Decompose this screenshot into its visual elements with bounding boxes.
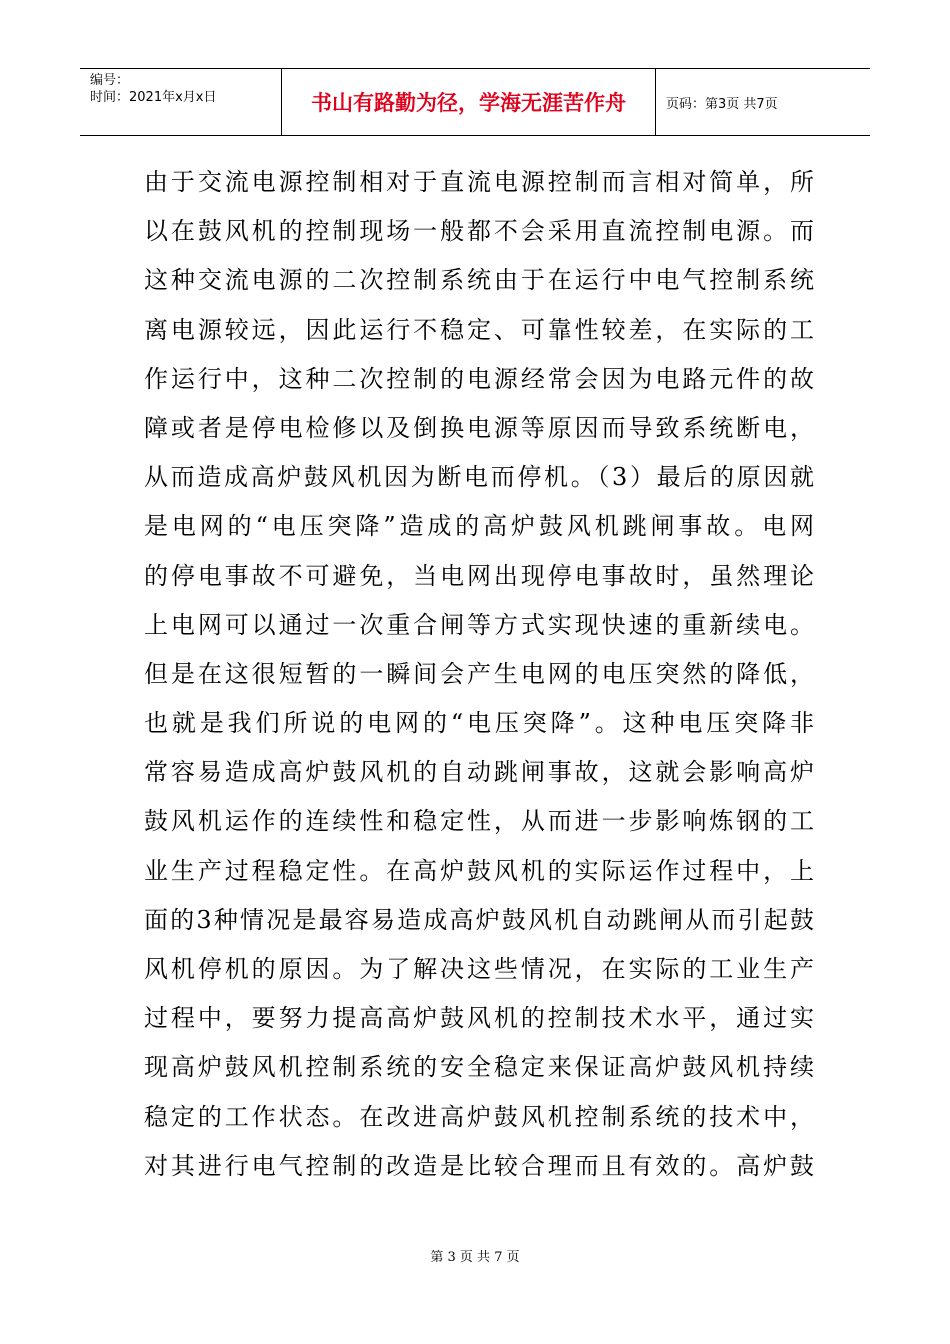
body-line: 从而造成高炉鼓风机因为断电而停机。（3）最后的原因就 bbox=[144, 463, 814, 492]
body-line: 风机停机的原因。为了解决这些情况，在实际的工业生产 bbox=[144, 955, 814, 983]
header-motto: 书山有路勤为径，学海无涯苦作舟 bbox=[282, 69, 656, 135]
body-line: 障或者是停电检修以及倒换电源等原因而导致系统断电， bbox=[144, 413, 814, 442]
body-line: 面的3种情况是最容易造成高炉鼓风机自动跳闸从而引起鼓 bbox=[144, 905, 814, 934]
header-page-number: 页码：第3页 共7页 bbox=[666, 96, 778, 112]
body-line: 由于交流电源控制相对于直流电源控制而言相对简单，所 bbox=[144, 168, 814, 196]
body-line: 现高炉鼓风机控制系统的安全稳定来保证高炉鼓风机持续 bbox=[144, 1053, 814, 1082]
body-line: 但是在这很短暂的一瞬间会产生电网的电压突然的降低， bbox=[144, 659, 814, 688]
body-line: 作运行中，这种二次控制的电源经常会因为电路元件的故 bbox=[144, 364, 814, 393]
body-line: 业生产过程稳定性。在高炉鼓风机的实际运作过程中，上 bbox=[144, 856, 814, 885]
body-line: 离电源较远，因此运行不稳定、可靠性较差，在实际的工 bbox=[144, 315, 814, 344]
body-line: 鼓风机运作的连续性和稳定性，从而进一步影响炼钢的工 bbox=[144, 807, 814, 836]
body-line: 对其进行电气控制的改造是比较合理而且有效的。高炉鼓 bbox=[144, 1151, 814, 1180]
body-line: 这种交流电源的二次控制系统由于在运行中电气控制系统 bbox=[144, 266, 814, 295]
body-line: 上电网可以通过一次重合闸等方式实现快速的重新续电。 bbox=[144, 610, 814, 639]
body-line: 以在鼓风机的控制现场一般都不会采用直流控制电源。而 bbox=[144, 217, 814, 246]
serial-label: 编号： bbox=[90, 73, 130, 88]
body-line: 过程中，要努力提高高炉鼓风机的控制技术水平，通过实 bbox=[144, 1004, 814, 1033]
body-line: 的停电事故不可避免，当电网出现停电事故时，虽然理论 bbox=[144, 561, 814, 590]
body-line: 也就是我们所说的电网的“电压突降”。这种电压突降非 bbox=[144, 709, 814, 738]
time-label: 时间：2021年x月x日 bbox=[90, 90, 217, 105]
header-meta bbox=[80, 69, 282, 135]
page-header bbox=[80, 68, 870, 136]
body-line: 是电网的“电压突降”造成的高炉鼓风机跳闸事故。电网 bbox=[144, 512, 814, 541]
body-line: 稳定的工作状态。在改进高炉鼓风机控制系统的技术中， bbox=[144, 1102, 814, 1131]
body-line: 常容易造成高炉鼓风机的自动跳闸事故，这就会影响高炉 bbox=[144, 758, 814, 787]
document-body bbox=[144, 158, 814, 1191]
page-footer: 第 3 页 共 7 页 bbox=[430, 1250, 520, 1265]
